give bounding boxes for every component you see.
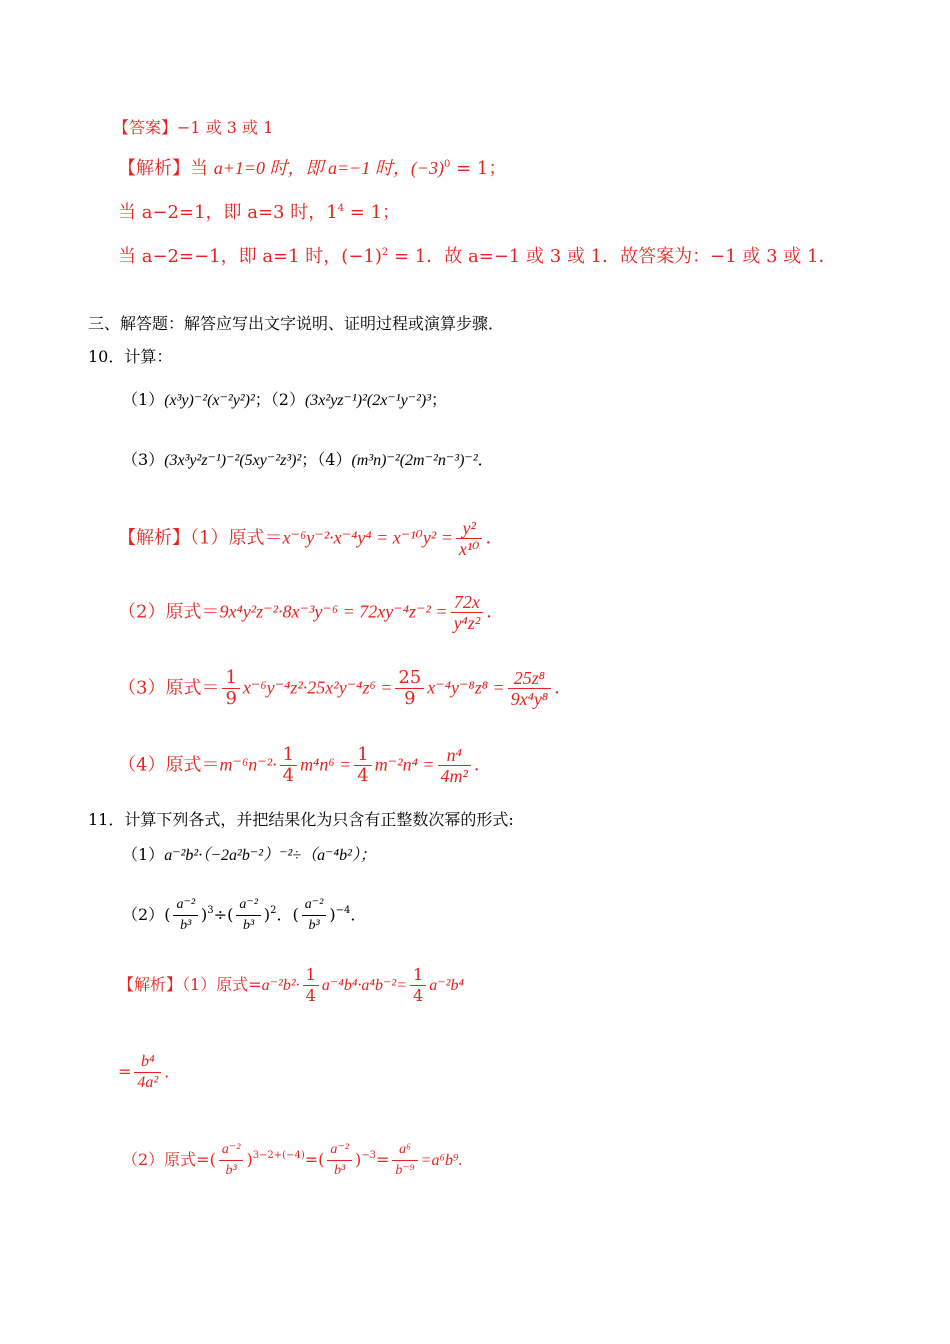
q10-expr2: (3x²yz⁻¹)²(2x⁻¹y⁻²)³: [304, 392, 432, 409]
answer-value: −1 或 3 或 1: [177, 118, 274, 137]
a11-step2: （2）原式=( $\frac{\text{a⁻²}}{\text{b³}}$ )$^{3-2+(-4)}$=( $\frac{\text{a⁻²}}{\text{b³}}$ )$^{-3}$= $\frac{\text{a⁶}}{\text{b⁻⁹}}$ =a⁶b⁹.: [122, 1140, 463, 1181]
analysis9-line3: 当 a−2=−1，即 a=1 时，$(-1)^2 = 1$．故 a=−1 或 3 或 1．故答案为：−1 或 3 或 1．: [118, 246, 837, 267]
q10-expr3: (3x³y²z⁻¹)⁻²(5xy⁻²z³)²: [164, 452, 302, 469]
q10-row2: （3）(3x³y²z⁻¹)⁻²(5xy⁻²z³)²；（4）(m³n)⁻²(2m⁻²n⁻³)⁻²．: [122, 450, 494, 469]
q11-title: 11．计算下列各式，并把结果化为只含有正整数次幂的形式:: [88, 810, 514, 829]
analysis9-line1: 【解析】当 a+1=0 时，即 a=−1 时，$(-3)^0 = 1$；: [118, 158, 507, 179]
a10-step4: （4）原式＝m⁻⁶n⁻²· $\frac{1}{4}$ m⁴n⁶ = $\frac{1}{4}$ m⁻²n⁴ = $\frac{\text{n⁴}}{\text{4m²}}$ ．: [118, 744, 492, 786]
analysis-label: 【解析】: [118, 158, 190, 179]
answer-label: 【答案】: [113, 118, 178, 137]
a10-step3: （3）原式＝ $\frac{1}{9}$ x⁻⁶y⁻⁴z²·25x²y⁻⁴z⁶ = $\frac{25}{9}$ x⁻⁴y⁻⁸z⁸ = $\frac{\text{25z⁸}}{\text{9x⁴y⁸}}$ ．: [118, 667, 573, 709]
q10-row1: （1）(x³y)⁻²(x⁻²y²)²；（2）(3x²yz⁻¹)²(2x⁻¹y⁻²)³；: [122, 390, 448, 409]
q10-title: 10．计算：: [88, 347, 173, 366]
section-heading: 三、解答题：解答应写出文字说明、证明过程或演算步骤．: [88, 314, 505, 333]
answer-line: [113, 118, 273, 138]
a11-step1: 【解析】（1）原式=a⁻²b²· $\frac{1}{4}$ a⁻⁴b⁴·a⁴b⁻²= $\frac{1}{4}$ a⁻²b⁴: [118, 965, 465, 1005]
q11-part1: （1）a⁻²b²·（−2a²b⁻²）⁻²÷（a⁻⁴b²）；: [122, 845, 376, 864]
a10-step2: （2）原式＝9x⁴y²z⁻²·8x⁻³y⁻⁶ = 72xy⁻⁴z⁻² = $\frac{72x}{\text{y⁴z²}}$ ．: [118, 592, 505, 633]
q10-expr4: (m³n)⁻²(2m⁻²n⁻³)⁻²: [351, 452, 478, 469]
q10-expr1: (x³y)⁻²(x⁻²y²)²: [164, 392, 255, 409]
q11-part2: （2）( $\frac{\text{a⁻²}}{\text{b³}}$ )$^3$÷( $\frac{\text{a⁻²}}{\text{b³}}$ )$^2$．( $\frac{\text{a⁻²}}{\text{b³}}$ )$^{-4}$．: [122, 895, 366, 936]
a11-step1b: = $\frac{\text{b⁴}}{\text{4a²}}$ ．: [118, 1053, 181, 1091]
a10-step1: 【解析】（1）原式＝x⁻⁶y⁻²·x⁻⁴y⁴ = x⁻¹⁰y² = $\frac{\text{y²}}{\text{x¹⁰}}$ ．: [118, 518, 504, 559]
analysis9-line2: 当 a−2=1，即 a=3 时，$1^4 = 1$；: [118, 202, 401, 223]
